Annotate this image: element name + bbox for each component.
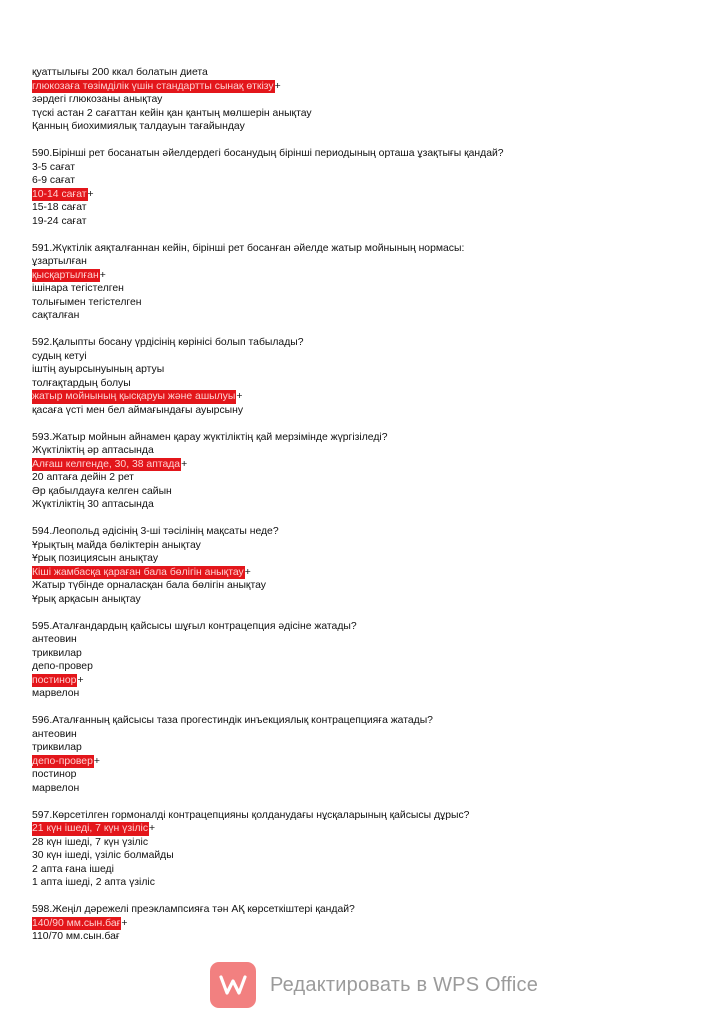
answer-text: қасаға үсті мен бел аймағындағы ауырсыну	[32, 404, 244, 416]
answer-line	[32, 633, 672, 647]
highlighted-answer: Кіші жамбасқа қараған бала бөлігін анықтау	[32, 566, 244, 578]
correct-mark: +	[181, 458, 188, 470]
answer-text: 6-9 сағат	[32, 175, 75, 186]
answer-line	[32, 660, 672, 674]
correct-mark: +	[149, 823, 156, 834]
answer-line	[32, 93, 672, 107]
question-text: 596.Аталғанның қайсысы таза прогестиндік инъекциялық контрацепцияға жатады?	[32, 715, 433, 726]
correct-mark: +	[77, 674, 84, 686]
correct-answer-line	[32, 188, 672, 202]
answer-text: Ұрық позициясын анықтау	[32, 553, 159, 564]
question-text: 592.Қалыпты босану үрдісінің көрінісі болып табылады?	[32, 337, 304, 348]
correct-answer-line	[32, 458, 672, 472]
answer-text: ұзартылған	[32, 256, 87, 267]
wps-logo-icon	[210, 962, 256, 1008]
answer-text: Ұрық арқасын анықтау	[32, 593, 141, 605]
highlighted-answer: қысқартылған	[32, 269, 99, 281]
answer-line	[32, 728, 672, 742]
wps-edit-banner[interactable]	[210, 960, 550, 1010]
wps-banner-text: Редактировать в WPS Office	[270, 973, 539, 996]
answer-line	[32, 201, 672, 215]
answer-text: 1 апта ішеді, 2 апта үзіліс	[32, 877, 155, 888]
correct-answer-line	[32, 80, 672, 94]
question-line	[32, 714, 672, 728]
answer-text: іштің ауырсынуының артуы	[32, 364, 165, 375]
question-line	[32, 809, 672, 823]
answer-line	[32, 107, 672, 121]
answer-text: 3-5 сағат	[32, 161, 75, 173]
document-content	[32, 66, 672, 944]
answer-line	[32, 539, 672, 553]
answer-text: антеовин	[32, 634, 77, 645]
answer-line	[32, 377, 672, 391]
paragraph-gap	[32, 417, 672, 431]
paragraph-gap	[32, 323, 672, 337]
answer-line	[32, 552, 672, 566]
answer-text: зәрдегі глюкозаны анықтау	[32, 94, 163, 105]
highlighted-answer: депо-провер	[32, 755, 93, 767]
answer-line	[32, 485, 672, 499]
paragraph-gap	[32, 228, 672, 242]
answer-line	[32, 120, 672, 134]
question-text: 590.Бірінші рет босанатын әйелдердегі босанудың бірінші периодының орташа ұзақтығы қандай?	[32, 148, 504, 159]
correct-mark: +	[121, 917, 128, 929]
question-line	[32, 242, 672, 256]
answer-text: 20 аптаға дейін 2 рет	[32, 472, 134, 483]
correct-answer-line	[32, 566, 672, 580]
answer-line	[32, 741, 672, 755]
answer-text: ішінара тегістелген	[32, 283, 124, 294]
answer-text: Қанның биохимиялық талдауын тағайындау	[32, 121, 245, 132]
answer-text: толғақтардың болуы	[32, 377, 131, 389]
answer-text: 15-18 сағат	[32, 202, 87, 213]
correct-mark: +	[244, 566, 251, 578]
correct-mark: +	[99, 269, 106, 281]
question-line	[32, 147, 672, 161]
answer-text: депо-провер	[32, 661, 93, 672]
paragraph-gap	[32, 134, 672, 148]
answer-line	[32, 849, 672, 863]
answer-line	[32, 498, 672, 512]
answer-line	[32, 444, 672, 458]
correct-answer-line	[32, 674, 672, 688]
highlighted-answer: глюкозаға төзімділік үшін стандартты сынақ өткізу	[32, 80, 274, 92]
correct-answer-line	[32, 755, 672, 769]
answer-line	[32, 647, 672, 661]
answer-text: Әр қабылдауға келген сайын	[32, 485, 172, 497]
question-line	[32, 903, 672, 917]
answer-text: 2 апта ғана ішеді	[32, 863, 114, 875]
answer-line	[32, 404, 672, 418]
correct-answer-line	[32, 390, 672, 404]
correct-mark: +	[87, 188, 94, 200]
answer-line	[32, 471, 672, 485]
answer-line	[32, 161, 672, 175]
question-text: 598.Жеңіл дәрежелі преэклампсияға тән АҚ көрсеткіштері қандай?	[32, 904, 355, 915]
answer-text: 110/70 мм.сын.бағ	[32, 931, 120, 942]
answer-text: 19-24 сағат	[32, 215, 87, 227]
answer-line	[32, 296, 672, 310]
question-text: 597.Көрсетілген гормоналді контрацепцияны қолданудағы нұсқаларының қайсысы дұрыс?	[32, 809, 470, 821]
correct-answer-line	[32, 917, 672, 931]
answer-text: Жүктіліктің 30 аптасында	[32, 499, 154, 510]
paragraph-gap	[32, 795, 672, 809]
paragraph-gap	[32, 701, 672, 715]
answer-text: судың кетуі	[32, 350, 87, 362]
correct-answer-line	[32, 822, 672, 836]
highlighted-answer: жатыр мойнының қысқаруы және ашылуы	[32, 391, 236, 402]
highlighted-answer: постинор	[32, 674, 77, 686]
answer-text: қуаттылығы 200 ккал болатын диета	[32, 67, 208, 78]
answer-text: Ұрықтың майда бөліктерін анықтау	[32, 539, 201, 551]
question-line	[32, 336, 672, 350]
answer-line	[32, 579, 672, 593]
question-text: 593.Жатыр мойнын айнамен қарау жүктіліктің қай мерзімінде жүргізіледі?	[32, 431, 388, 443]
answer-text: Жатыр түбінде орналасқан бала бөлігін анықтау	[32, 580, 266, 591]
answer-line	[32, 282, 672, 296]
correct-answer-line	[32, 269, 672, 283]
question-text: 595.Аталғандардың қайсысы шұғыл контрацепция әдісіне жатады?	[32, 620, 357, 632]
answer-line	[32, 363, 672, 377]
answer-text: толығымен тегістелген	[32, 296, 142, 308]
question-line	[32, 620, 672, 634]
answer-text: антеовин	[32, 728, 77, 740]
answer-line	[32, 350, 672, 364]
question-line	[32, 525, 672, 539]
answer-line	[32, 863, 672, 877]
answer-text: триквилар	[32, 742, 82, 753]
paragraph-gap	[32, 512, 672, 526]
question-line	[32, 431, 672, 445]
paragraph-gap	[32, 890, 672, 904]
answer-line	[32, 593, 672, 607]
paragraph-gap	[32, 606, 672, 620]
answer-text: сақталған	[32, 310, 80, 321]
highlighted-answer: Алғаш келгенде, 30, 38 аптада	[32, 458, 181, 470]
answer-line	[32, 876, 672, 890]
answer-line	[32, 255, 672, 269]
question-text: 591.Жүктілік аяқталғаннан кейін, бірінші рет босанған әйелде жатыр мойнының нормасы:	[32, 242, 465, 254]
answer-line	[32, 687, 672, 701]
answer-line	[32, 782, 672, 796]
answer-text: постинор	[32, 769, 77, 780]
answer-line	[32, 174, 672, 188]
correct-mark: +	[93, 755, 100, 767]
answer-text: марвелон	[32, 688, 80, 699]
correct-mark: +	[274, 80, 281, 92]
answer-line	[32, 836, 672, 850]
question-text: 594.Леопольд әдісінің 3-ші тәсілінің мақсаты неде?	[32, 526, 279, 537]
highlighted-answer: 10-14 сағат	[32, 188, 87, 200]
correct-mark: +	[236, 391, 243, 402]
answer-line	[32, 768, 672, 782]
answer-line	[32, 309, 672, 323]
answer-text: Жүктіліктің әр аптасында	[32, 445, 154, 456]
answer-line	[32, 930, 672, 944]
answer-line	[32, 215, 672, 229]
highlighted-answer: 21 күн ішеді, 7 күн үзіліс	[32, 823, 149, 834]
answer-text: түскі астан 2 сағаттан кейін қан қантың мөлшерін анықтау	[32, 107, 312, 119]
answer-text: марвелон	[32, 782, 80, 794]
answer-text: 30 күн ішеді, үзіліс болмайды	[32, 850, 174, 861]
answer-text: 28 күн ішеді, 7 күн үзіліс	[32, 836, 149, 848]
answer-text: триквилар	[32, 647, 82, 659]
highlighted-answer: 140/90 мм.сын.бағ	[32, 917, 121, 929]
answer-line	[32, 66, 672, 80]
